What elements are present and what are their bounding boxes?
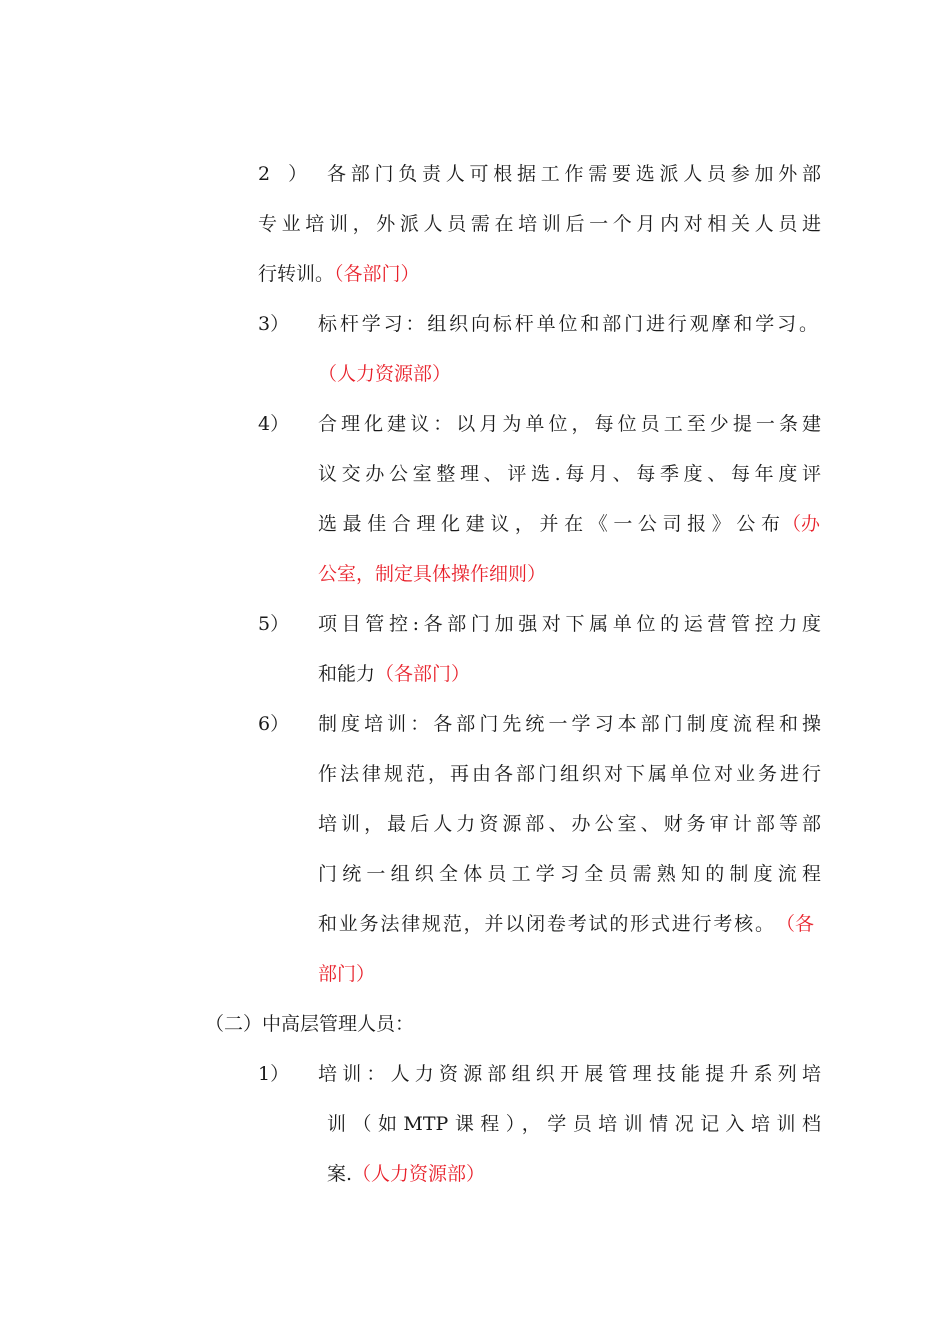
item-text: 案. [327,1163,353,1185]
responsible-note: （各部门） [375,663,471,685]
responsible-note: 部门） [318,963,376,985]
item-text-line: 培训，最后人力资源部、办公室、财务审计部等部 [318,813,821,835]
item-text-line: 作法律规范，再由各部门组织对下属单位对业务进行 [318,763,821,785]
item-text-line: 制度培训：各部门先统一学习本部门制度流程和操 [318,713,821,735]
item-text-line: 和业务法律规范，并以闭卷考试的形式进行考核。 [318,913,774,935]
responsible-note: （办 [782,513,821,535]
item-text-line: 各部门负责人可根据工作需要选派人员参加外部 [327,163,821,185]
item-text-line: 专业培训，外派人员需在培训后一个月内对相关人员进 [258,213,821,235]
item-text-line: 项目管控:各部门加强对下属单位的运营管控力度 [318,613,821,635]
item-number: 4） [258,413,290,435]
responsible-note: 公室，制定具体操作细则） [318,563,547,585]
responsible-note: （各部门） [334,263,420,285]
item-number: 2 ） [258,163,314,185]
item-text-line: 门统一组织全体员工学习全员需熟知的制度流程 [318,863,821,885]
responsible-note: （人力资源部） [318,363,452,385]
item-text-line: 选最佳合理化建议，并在《一公司报》公布 [318,513,780,535]
item-text-line: 议交办公室整理、评选.每月、每季度、每年度评 [318,463,821,485]
item-text-line: 培训：人力资源部组织开展管理技能提升系列培 [318,1063,821,1085]
item-text-line: 标杆学习：组织向标杆单位和部门进行观摩和学习。 [318,313,818,335]
section-heading: （二）中高层管理人员： [205,1013,415,1035]
item-text-line: 合理化建议：以月为单位，每位员工至少提一条建 [318,413,821,435]
item-text-line: 训（如MTP课程），学员培训情况记入培训档 [327,1113,821,1135]
item-text: 行转训。 [258,263,335,285]
item-number: 6） [258,713,290,735]
item-text-line [327,1162,485,1186]
responsible-note: （人力资源部） [352,1163,486,1185]
item-number: 5） [258,613,290,635]
item-text-line [318,662,470,686]
item-number: 1） [258,1063,290,1085]
item-text: 和能力 [318,663,376,685]
item-text-line [258,262,420,286]
responsible-note: （各 [776,913,815,935]
item-number: 3） [258,313,290,335]
